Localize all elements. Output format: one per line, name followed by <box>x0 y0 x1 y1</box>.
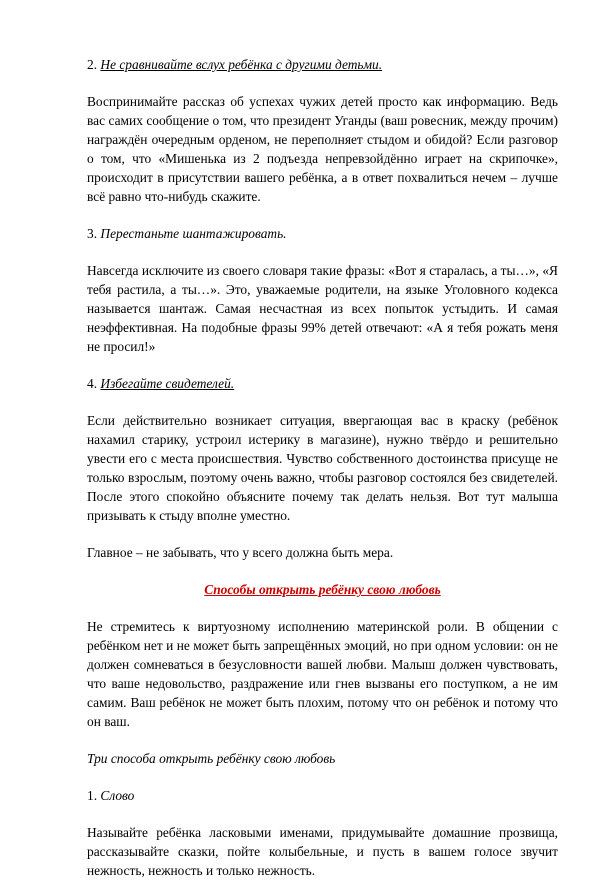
section-paragraph: Если действительно возникает ситуация, ввергающая вас в краску (ребёнок нахамил старику, устроил истерику в магазине), нужно твёрдо и решительно увести его с места происшествия. Чувство собственного достоинства присуще не только взрослым, поэтому очень важно, чтобы разговор состоялся без свидетелей. После этого спокойно объясните почему так делать нельзя. Вот тут малыша призывать к стыду вполне уместно. <box>87 413 558 523</box>
section-title: Не сравнивайте вслух ребёнка с другими детьми. <box>100 57 383 72</box>
three-ways-subtitle: Три способа открыть ребёнку свою любовь <box>87 751 336 766</box>
way-title: Слово <box>100 788 135 803</box>
section-heading-4 <box>87 374 558 393</box>
chapter-title: Способы открыть ребёнку свою любовь <box>204 582 441 597</box>
summary-line: Главное – не забывать, что у всего должна быть мера. <box>87 545 394 560</box>
love-paragraph: Не стремитесь к виртуозному исполнению материнской роли. В общении с ребёнком нет и не может быть запрещённых эмоций, но при одном условии: он не должен сомневаться в безусловности вашей любви. Малыш должен чувствовать, что ваше недовольство, раздражение или гнев вызваны его поступком, а не им самим. Ваш ребёнок не может быть плохим, потому что он ребёнок и потому что он ваш. <box>87 619 558 729</box>
way-number: 1. <box>87 788 98 803</box>
section-heading-2 <box>87 55 558 74</box>
section-heading-3 <box>87 224 558 243</box>
way-paragraph: Называйте ребёнка ласковыми именами, придумывайте домашние прозвища, рассказывайте сказки, пойте колыбельные, и пусть в вашем голосе звучит нежность, нежность и только нежность. <box>87 825 558 878</box>
section-title: Перестаньте шантажировать. <box>100 226 287 241</box>
section-number: 2. <box>87 57 98 72</box>
section-paragraph: Навсегда исключите из своего словаря такие фразы: «Вот я старалась, а ты…», «Я тебя растила, а ты…». Это, уважаемые родители, на языке Уголовного кодекса называется шантаж. Самая несчастная из всех попыток устыдить. И самая неэффективная. На подобные фразы 99% детей отвечают: «А я тебя рожать меня не просил!» <box>87 263 558 354</box>
section-paragraph: Воспринимайте рассказ об успехах чужих детей просто как информацию. Ведь вас самих сообщение о том, что президент Уганды (ваш ровесник, между прочим) награждён очередным орденом, не переполняет стыдом и обидой? Если разговор о том, что «Мишенька из 2 подъезда непревзойдённо играет на скрипочке», происходит в присутствии вашего ребёнка, а в ответ похвалиться нечем – лучше всё равно что-нибудь скажите. <box>87 94 558 204</box>
section-number: 3. <box>87 226 98 241</box>
section-number: 4. <box>87 376 98 391</box>
section-title: Избегайте свидетелей. <box>100 376 235 391</box>
way-heading-1 <box>87 786 558 805</box>
